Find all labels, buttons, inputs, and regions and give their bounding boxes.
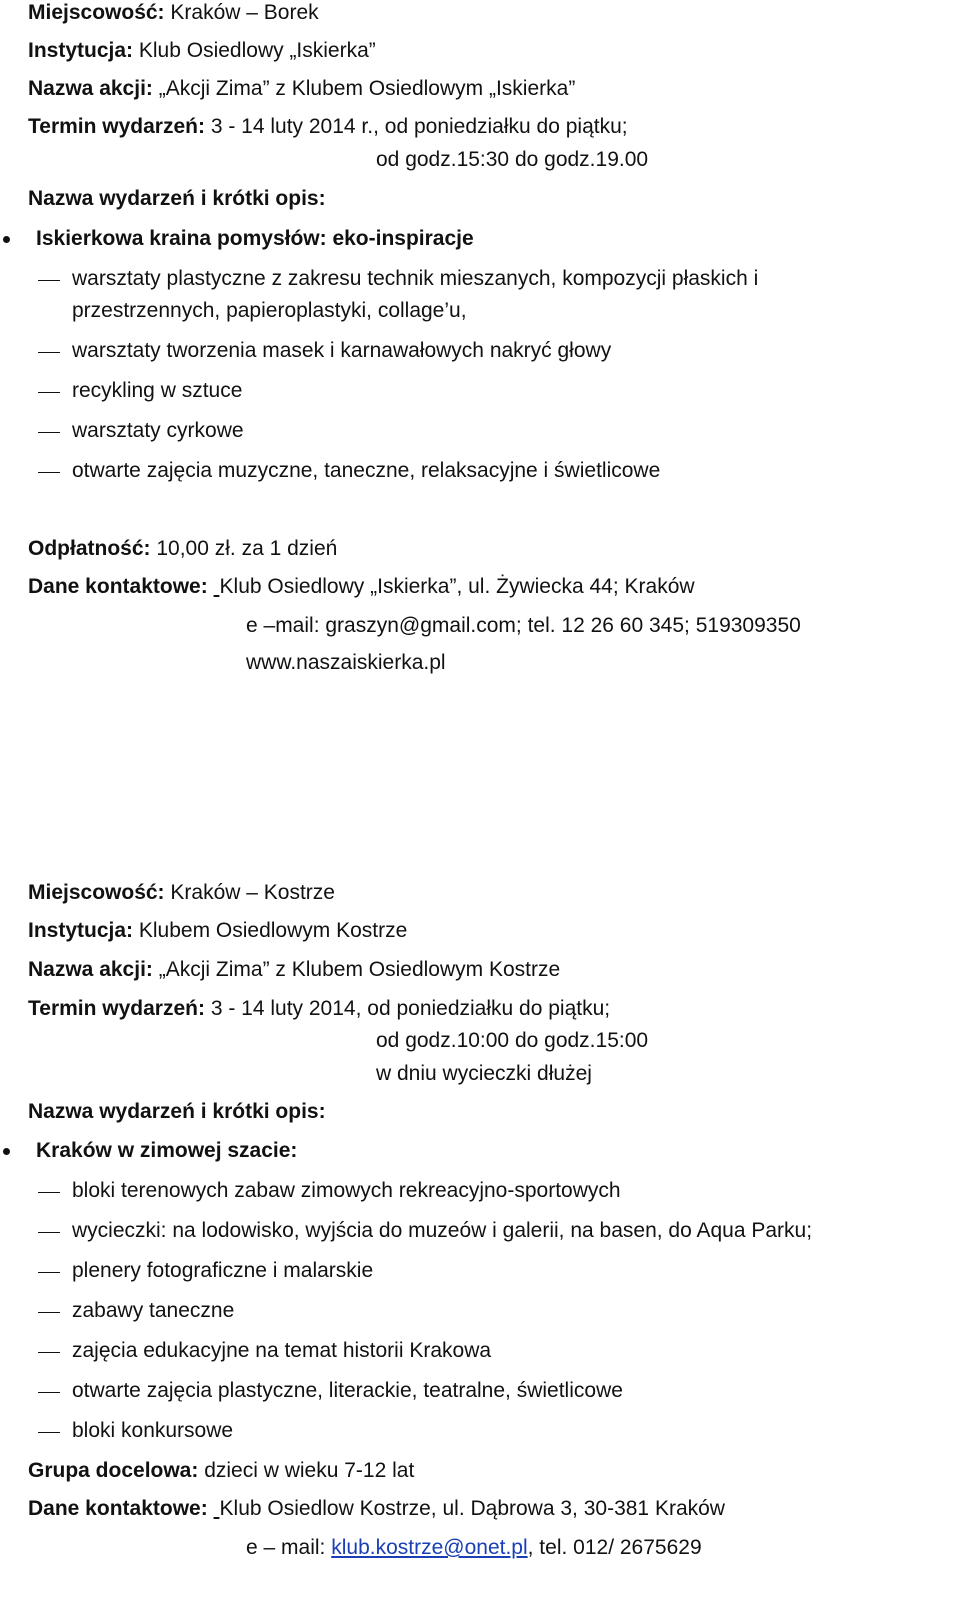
contact-label: Dane kontaktowe: — [28, 575, 208, 598]
description-label: Nazwa wydarzeń i krótki opis: — [28, 187, 326, 210]
fee-value: 10,00 zł. za 1 dzień — [156, 537, 338, 560]
dash-icon — [38, 1392, 60, 1393]
dash-icon — [38, 1352, 60, 1353]
institution-value: Klub Osiedlowy „Iskierka” — [138, 39, 376, 62]
action-name-row — [28, 958, 560, 982]
event-date-row — [28, 997, 610, 1021]
institution-row — [28, 919, 407, 943]
target-group-row — [28, 1459, 414, 1483]
contact-mail-prefix: e – mail: — [246, 1536, 326, 1559]
list-item: warsztaty tworzenia masek i karnawałowych nakryć głowy — [72, 339, 612, 362]
location-value: Kraków – Borek — [170, 1, 319, 24]
dash-icon — [38, 1192, 60, 1193]
location-label: Miejscowość: — [28, 881, 165, 904]
location-label: Miejscowość: — [28, 1, 165, 24]
contact-website: www.naszaiskierka.pl — [246, 651, 446, 674]
event-hours: od godz.10:00 do godz.15:00 — [376, 1029, 649, 1052]
contact-label: Dane kontaktowe: — [28, 1497, 208, 1520]
list-item: zajęcia edukacyjne na temat historii Krakowa — [72, 1339, 492, 1362]
contact-row — [28, 575, 695, 599]
bullet-icon — [3, 236, 10, 243]
contact-value: Klub Osiedlow Kostrze, ul. Dąbrowa 3, 30-381 Kraków — [219, 1497, 725, 1520]
list-item: zabawy taneczne — [72, 1299, 235, 1322]
dash-icon — [38, 1232, 60, 1233]
dash-icon — [38, 472, 60, 473]
list-item: warsztaty plastyczne z zakresu technik mieszanych, kompozycji płaskich i — [72, 267, 759, 290]
location-row — [28, 881, 335, 905]
bullet-icon — [3, 1148, 10, 1155]
institution-row — [28, 39, 376, 63]
email-link[interactable]: klub.kostrze@onet.pl — [331, 1536, 528, 1559]
dash-icon — [38, 280, 60, 281]
fee-row — [28, 537, 337, 561]
event-date-label: Termin wydarzeń: — [28, 997, 205, 1020]
action-name-value: „Akcji Zima” z Klubem Osiedlowym „Iskierka” — [158, 77, 576, 100]
list-item: bloki terenowych zabaw zimowych rekreacyjno-sportowych — [72, 1179, 621, 1202]
dash-icon — [38, 392, 60, 393]
contact-mail: e –mail: graszyn@gmail.com; tel. 12 26 60 345; 519309350 — [246, 614, 801, 637]
event-hours-note: w dniu wycieczki dłużej — [376, 1062, 592, 1085]
list-item: otwarte zajęcia plastyczne, literackie, teatralne, świetlicowe — [72, 1379, 623, 1402]
list-item: bloki konkursowe — [72, 1419, 234, 1442]
list-item: plenery fotograficzne i malarskie — [72, 1259, 374, 1282]
location-value: Kraków – Kostrze — [170, 881, 335, 904]
target-group-label: Grupa docelowa: — [28, 1459, 199, 1482]
action-name-label: Nazwa akcji: — [28, 958, 153, 981]
dash-icon — [38, 1312, 60, 1313]
target-group-value: dzieci w wieku 7-12 lat — [204, 1459, 415, 1482]
event-date-label: Termin wydarzeń: — [28, 115, 205, 138]
action-name-value: „Akcji Zima” z Klubem Osiedlowym Kostrze — [158, 958, 561, 981]
list-item: recykling w sztuce — [72, 379, 243, 402]
list-item-continuation: przestrzennych, papieroplastyki, collage’u, — [72, 299, 467, 322]
contact-row — [28, 1497, 725, 1521]
event-date-value: 3 - 14 luty 2014, od poniedziałku do piątku; — [210, 997, 611, 1020]
event-date-value: 3 - 14 luty 2014 r., od poniedziałku do piątku; — [210, 115, 628, 138]
list-item: otwarte zajęcia muzyczne, taneczne, relaksacyjne i świetlicowe — [72, 459, 661, 482]
institution-value: Klubem Osiedlowym Kostrze — [138, 919, 408, 942]
dash-icon — [38, 432, 60, 433]
contact-phone: , tel. 012/ 2675629 — [527, 1536, 702, 1559]
fee-label: Odpłatność: — [28, 537, 151, 560]
description-label: Nazwa wydarzeń i krótki opis: — [28, 1100, 326, 1123]
list-item: wycieczki: na lodowisko, wyjścia do muzeów i galerii, na basen, do Aqua Parku; — [72, 1219, 813, 1242]
bullet-title: Iskierkowa kraina pomysłów: eko-inspiracje — [36, 227, 474, 250]
action-name-label: Nazwa akcji: — [28, 77, 153, 100]
bullet-title: Kraków w zimowej szacie: — [36, 1139, 298, 1162]
list-item: warsztaty cyrkowe — [72, 419, 244, 442]
contact-value: Klub Osiedlowy „Iskierka”, ul. Żywiecka 44; Kraków — [219, 575, 695, 598]
dash-icon — [38, 1272, 60, 1273]
action-name-row — [28, 77, 575, 101]
contact-mail-row — [246, 1536, 702, 1560]
event-date-row — [28, 115, 628, 139]
dash-icon — [38, 352, 60, 353]
dash-icon — [38, 1432, 60, 1433]
institution-label: Instytucja: — [28, 39, 134, 62]
event-hours: od godz.15:30 do godz.19.00 — [376, 148, 649, 171]
location-row — [28, 1, 319, 25]
institution-label: Instytucja: — [28, 919, 134, 942]
